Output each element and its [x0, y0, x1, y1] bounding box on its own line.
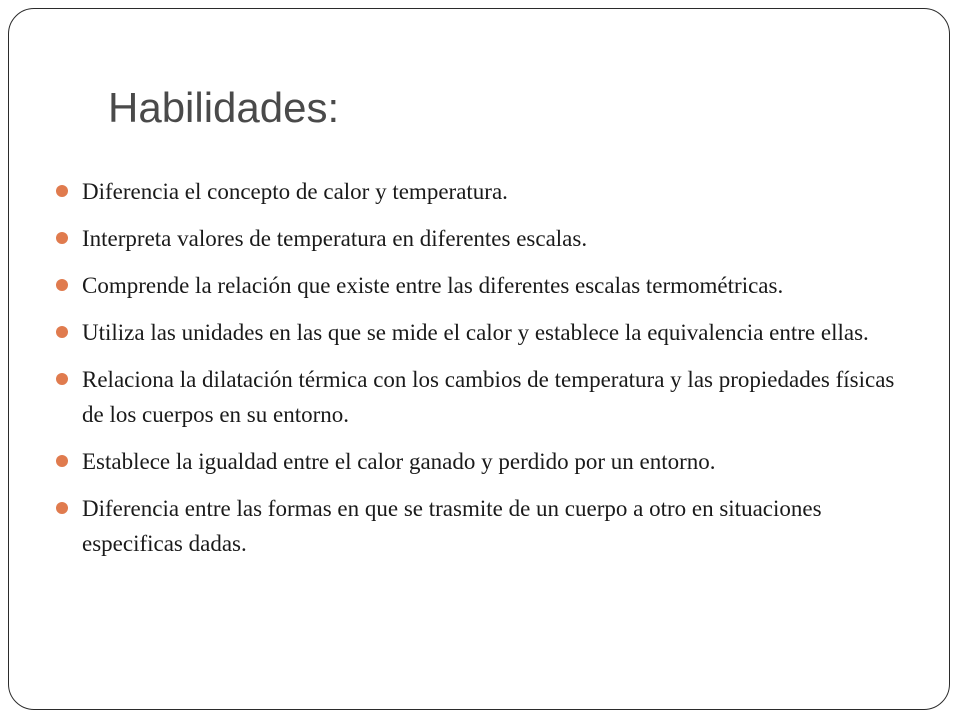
bullet-text: Utiliza las unidades en las que se mide el calor y establece la equivalencia entre ellas. [82, 320, 869, 345]
bullet-dot-icon [56, 455, 68, 467]
bullet-text: Comprende la relación que existe entre las diferentes escalas termométricas. [82, 273, 784, 298]
bullet-text: Relaciona la dilatación térmica con los cambios de temperatura y las propiedades físicas de los cuerpos en su entorno. [82, 367, 895, 427]
bullet-item [56, 174, 906, 209]
bullet-item [56, 444, 906, 479]
bullet-text: Diferencia entre las formas en que se trasmite de un cuerpo a otro en situaciones especificas dadas. [82, 496, 822, 556]
slide-title: Habilidades: [108, 84, 340, 131]
bullet-text: Diferencia el concepto de calor y temperatura. [82, 179, 508, 204]
bullet-dot-icon [56, 279, 68, 291]
bullet-item [56, 362, 906, 432]
bullet-item [56, 315, 906, 350]
bullet-item [56, 221, 906, 256]
bullet-list [56, 174, 906, 573]
bullet-dot-icon [56, 373, 68, 385]
bullet-dot-icon [56, 185, 68, 197]
bullet-dot-icon [56, 502, 68, 514]
bullet-text: Establece la igualdad entre el calor ganado y perdido por un entorno. [82, 449, 716, 474]
bullet-item [56, 268, 906, 303]
bullet-dot-icon [56, 232, 68, 244]
bullet-dot-icon [56, 326, 68, 338]
bullet-item [56, 491, 906, 561]
bullet-text: Interpreta valores de temperatura en diferentes escalas. [82, 226, 588, 251]
